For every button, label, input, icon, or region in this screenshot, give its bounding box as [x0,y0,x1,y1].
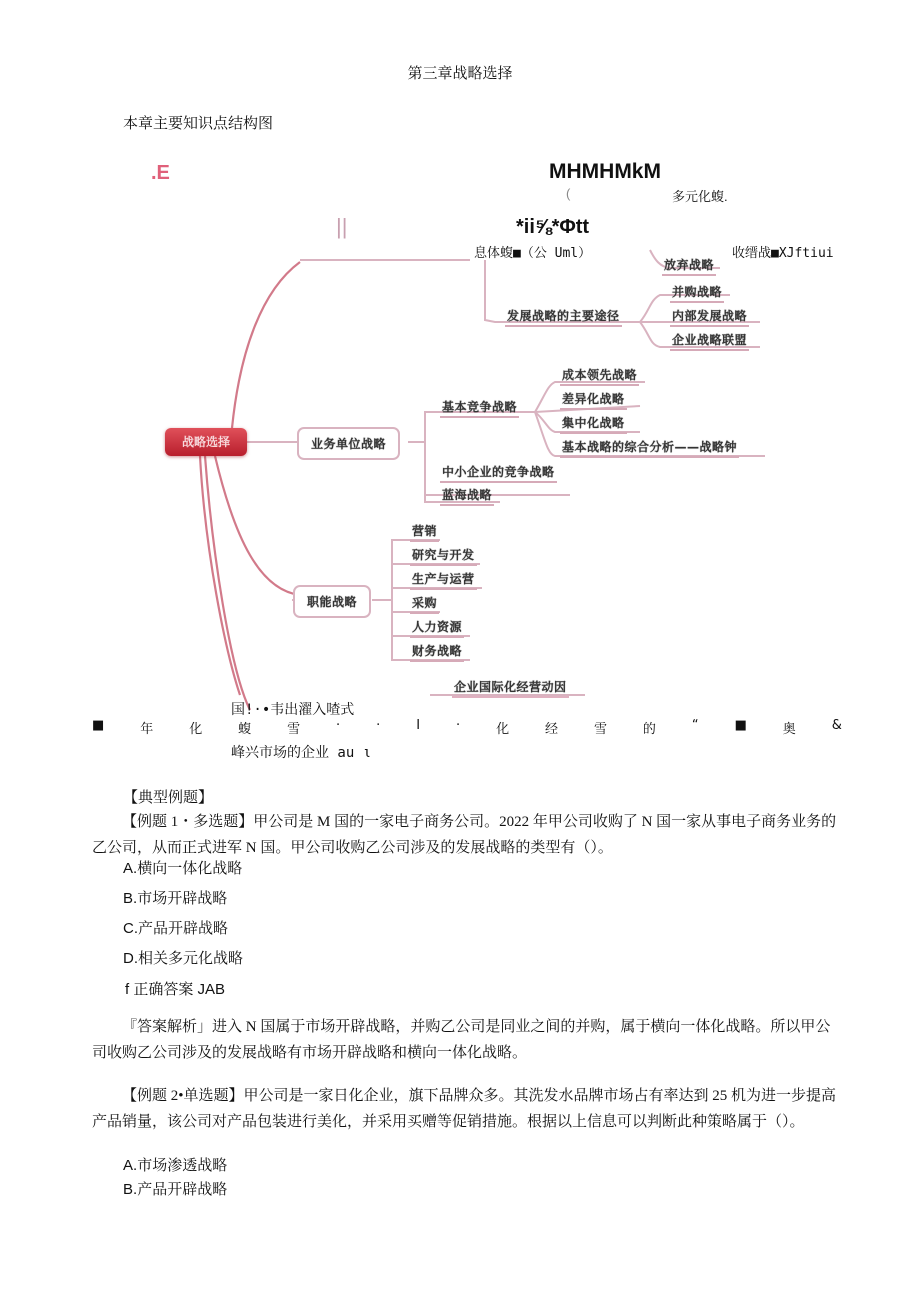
ocr-glyph: 经 [545,722,559,737]
ocr-glyph: 年 [140,722,154,737]
option-letter: B. [123,890,138,907]
ocr-contraction-strategy: 收缙战■XJftiui [732,246,834,261]
example2-option-a [123,1153,227,1179]
example1-question: 【例题 1・多选题】甲公司是 M 国的一家电子商务公司。2022 年甲公司收购了 N 国一家从事电子商务业务的乙公司，从而正式进军 N 国。甲公司收购乙公司涉及的发展战略的类型有（）。 [92,814,837,856]
ocr-glyph: 雪 [287,722,301,737]
example1-answer: f 正确答案 JAB [125,981,226,998]
ocr-glyph: · [455,718,461,733]
node-focus: 集中化战略 [560,414,627,434]
example2-question: 【例题 2•单选题】甲公司是一家日化企业，旗下品牌众多。其洗发水品牌市场占有率达到 25 机为进一步提高产品销量，该公司对产品包装进行美化，并采用买赠等促销措施。根据以上信息可以判断此种策略属于（）。 [92,1088,837,1130]
node-development-paths: 发展战略的主要途径 [505,307,622,327]
example1-analysis: 『答案解析」进入 N 国属于市场开辟战略，并购乙公司是同业之间的并购，属于横向一体化战略。所以甲公司收购乙公司涉及的发展战略有市场开辟战略和横向一体化战略。 [92,1019,831,1061]
ocr-glyph: 蝮 [238,722,252,737]
example1-option-b [123,886,227,912]
ocr-glyph: 化 [496,722,510,737]
ocr-glyph: ■ [92,718,105,733]
node-strategy-clock: 基本战略的综合分析——战略钟 [560,438,739,458]
node-func-rnd: 研究与开发 [410,546,477,566]
node-differentiation: 差异化战略 [560,390,627,410]
option-letter: B. [123,1181,138,1198]
ocr-red-mark: .E [151,162,170,184]
option-letter: A. [123,860,138,877]
ocr-glyph: 雪 [593,722,607,737]
knowledge-mindmap [0,150,920,770]
ocr-glyph: “ [691,718,699,733]
ocr-intl-entry-modes: 国!·•韦出濯入喳式 [231,702,355,718]
mindmap-root: 战略选择 [165,428,247,456]
ocr-garbled-heading: MHMHMkM [549,160,661,183]
node-business-unit-strategy: 业务单位战略 [297,427,400,460]
node-intl-motive: 企业国际化经营动因 [452,678,569,698]
example1-option-c [123,916,228,942]
ocr-diversify: 多元化蝮. [672,189,728,204]
node-path-internal: 内部发展战略 [670,307,749,327]
option-text: 市场开辟战略 [137,891,228,907]
ocr-glyph: · [336,718,341,733]
ocr-emerging-market: 峰兴市场的企业 au ι [231,745,372,761]
option-text: 产品开辟战略 [137,1182,228,1198]
option-letter: C. [123,920,138,937]
node-basic-competitive: 基本竞争战略 [440,398,519,418]
option-text: 相关多元化战略 [138,951,244,967]
node-path-mna: 并购战略 [670,283,724,303]
node-functional-strategy: 职能战略 [293,585,371,618]
node-func-purchasing: 采购 [410,594,439,614]
option-text: 产品开辟战略 [138,921,229,937]
examples-header: 【典型例题】 [123,790,214,806]
ocr-garbled-symbols: *ii⅝*Φtt [516,216,590,238]
option-text: 市场渗透战略 [137,1158,228,1174]
ocr-glyph: 的 [642,722,656,737]
node-path-alliance: 企业战略联盟 [670,331,749,351]
ocr-overall-strategy: 息体蝮■（公 Uml） [474,246,592,261]
node-func-finance: 财务战略 [410,642,464,662]
ocr-glyph: 奥 [782,722,796,737]
example1-option-d [123,946,243,972]
ocr-glyph: ■ [734,718,747,733]
option-letter: D. [123,950,138,967]
node-func-production: 生产与运营 [410,570,477,590]
section-subtitle: 本章主要知识点结构图 [123,116,274,132]
node-func-marketing: 营销 [410,522,439,542]
page-title: 第三章战略选择 [407,66,513,82]
ocr-glyph: 化 [189,722,203,737]
node-abandon-strategy: 放弃战略 [662,256,716,276]
example1-option-a [123,856,242,882]
ocr-glyph: I [416,718,421,733]
node-cost-leadership: 成本领先战略 [560,366,639,386]
option-text: 横向一体化战略 [137,861,243,877]
node-sme-competitive: 中小企业的竞争战略 [440,463,557,483]
example2-option-b [123,1177,227,1203]
ocr-pipe: || [336,214,348,239]
ocr-glyph: & [831,718,842,733]
ocr-glyph: · [376,718,381,733]
option-letter: A. [123,1157,138,1174]
node-func-hr: 人力资源 [410,618,464,638]
ocr-paren: ( [566,186,571,201]
ocr-garbled-row [92,718,842,737]
node-blue-ocean: 蓝海战略 [440,486,494,506]
